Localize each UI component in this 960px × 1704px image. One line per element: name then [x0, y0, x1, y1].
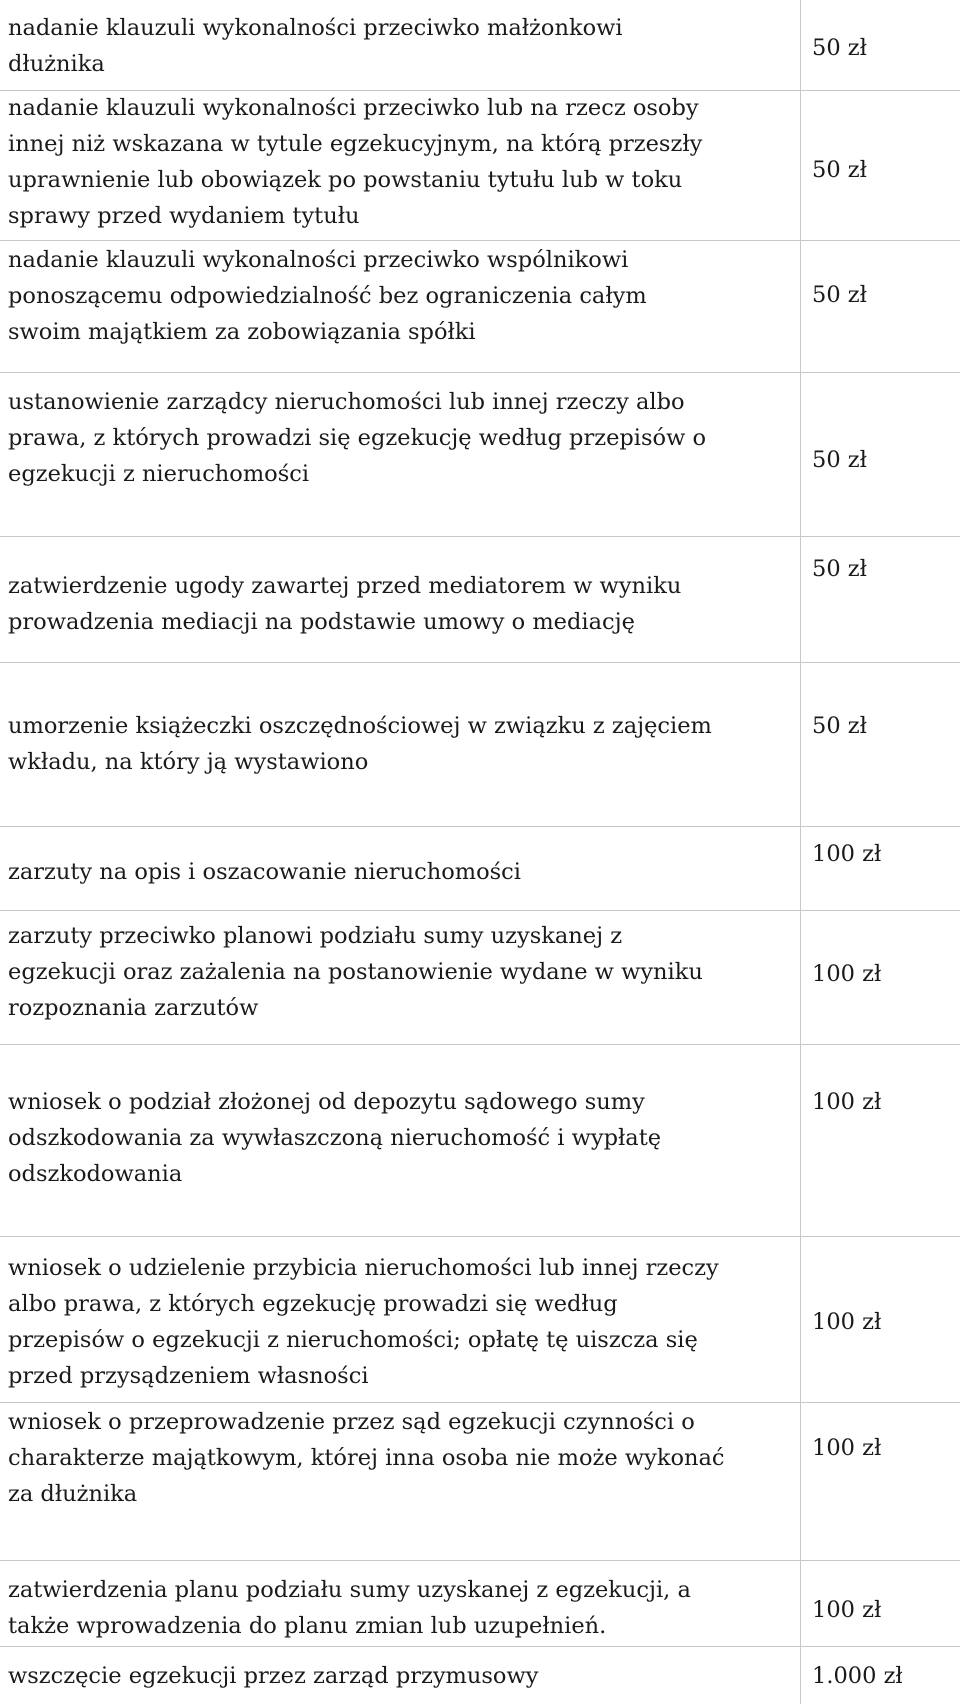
fee-description: nadanie klauzuli wykonalności przeciwko lub na rzecz osoby innej niż wskazana w tytule egzekucyjnym, na którą przeszły uprawnienie lub obowiązek po powstaniu tytułu lub w toku sprawy przed wydaniem tytułu [8, 95, 703, 229]
fee-amount: 100 zł [812, 1435, 882, 1461]
fee-amount: 1.000 zł [812, 1663, 903, 1689]
fee-amount: 100 zł [812, 841, 882, 867]
fee-amount: 50 zł [812, 713, 867, 739]
fee-description: zatwierdzenie ugody zawartej przed mediatorem w wyniku prowadzenia mediacji na podstawie umowy o mediację [8, 573, 682, 635]
row-divider [0, 662, 960, 663]
fee-description: nadanie klauzuli wykonalności przeciwko małżonkowi dłużnika [8, 15, 623, 77]
fee-description: wniosek o podział złożonej od depozytu sądowego sumy odszkodowania za wywłaszczoną nieruchomość i wypłatę odszkodowania [8, 1089, 662, 1187]
row-divider [0, 372, 960, 373]
row-divider [0, 536, 960, 537]
row-divider [0, 1044, 960, 1045]
row-divider [0, 1402, 960, 1403]
fee-amount: 50 zł [812, 556, 867, 582]
fee-amount: 100 zł [812, 1597, 882, 1623]
fee-description: wniosek o udzielenie przybicia nieruchomości lub innej rzeczy albo prawa, z których egzekucję prowadzi się według przepisów o egzekucji z nieruchomości; opłatę tę uiszcza się przed przysądzeniem własności [8, 1255, 719, 1389]
row-divider [0, 240, 960, 241]
fee-amount: 50 zł [812, 447, 867, 473]
fee-description: zatwierdzenia planu podziału sumy uzyskanej z egzekucji, a także wprowadzenia do planu zmian lub uzupełnień. [8, 1577, 691, 1639]
fee-description: zarzuty przeciwko planowi podziału sumy uzyskanej z egzekucji oraz zażalenia na postanowienie wydane w wyniku rozpoznania zarzutów [8, 923, 703, 1021]
fee-description: nadanie klauzuli wykonalności przeciwko wspólnikowi ponoszącemu odpowiedzialność bez ograniczenia całym swoim majątkiem za zobowiązania spółki [8, 247, 647, 345]
column-divider [800, 0, 801, 1704]
fee-amount: 100 zł [812, 1089, 882, 1115]
fee-amount: 50 zł [812, 35, 867, 61]
row-divider [0, 1646, 960, 1647]
fee-amount: 50 zł [812, 282, 867, 308]
fee-description: zarzuty na opis i oszacowanie nieruchomości [8, 859, 521, 885]
fee-amount: 100 zł [812, 1309, 882, 1335]
fee-description: ustanowienie zarządcy nieruchomości lub innej rzeczy albo prawa, z których prowadzi się egzekucję według przepisów o egzekucji z nieruchomości [8, 389, 707, 487]
row-divider [0, 826, 960, 827]
fee-description: umorzenie książeczki oszczędnościowej w związku z zajęciem wkładu, na który ją wystawiono [8, 713, 712, 775]
row-divider [0, 1560, 960, 1561]
fee-description: wniosek o przeprowadzenie przez sąd egzekucji czynności o charakterze majątkowym, której inna osoba nie może wykonać za dłużnika [8, 1409, 725, 1507]
fee-amount: 50 zł [812, 157, 867, 183]
fee-description: wszczęcie egzekucji przez zarząd przymusowy [8, 1663, 539, 1689]
fee-amount: 100 zł [812, 961, 882, 987]
row-divider [0, 910, 960, 911]
row-divider [0, 1236, 960, 1237]
